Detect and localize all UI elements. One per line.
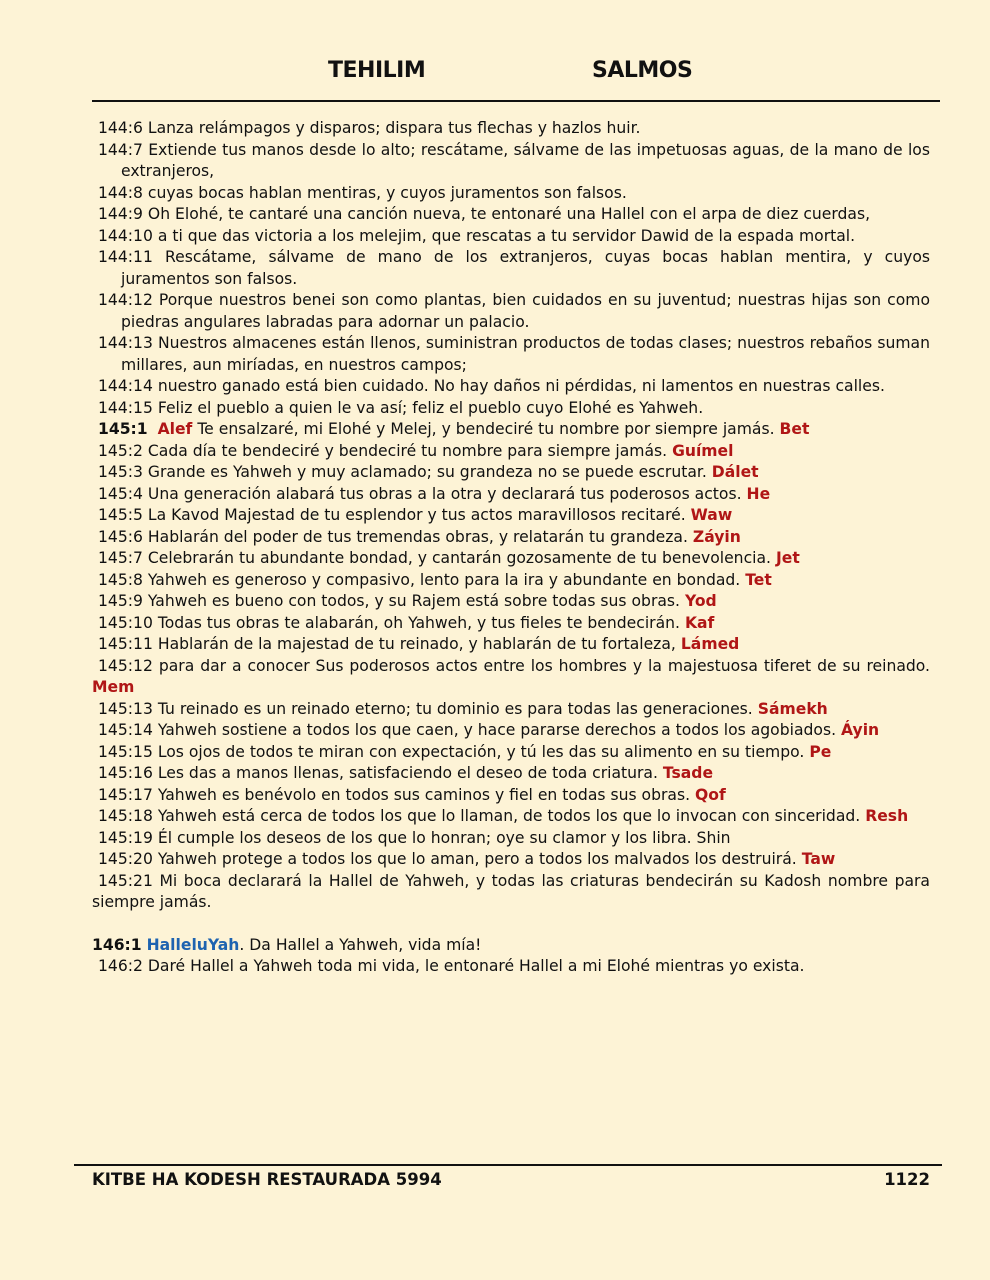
verse-text: Todas tus obras te alabarán, oh Yahweh, y tus fieles te bendecirán. [157,613,680,632]
verse-text: Feliz el pueblo a quien le va así; feliz el pueblo cuyo Elohé es Yahweh. [157,398,704,417]
page-header [92,58,940,88]
verse-text: . Da Hallel a Yahweh, vida mía! [239,935,482,954]
footer-edition-title: KITBE HA KODESH RESTAURADA 5994 [92,1170,442,1189]
acrostic-letter: He [746,484,771,503]
verse-ref: 146:1 [92,935,142,954]
verse-144-9 [92,204,930,226]
acrostic-letter: Tet [745,570,772,589]
verse-text: Rescátame, sálvame de mano de los extranjeros, cuyas bocas hablan mentira, y cuyos juramentos son falsos. [121,248,930,288]
page-footer [92,1170,930,1194]
verse-text: Hablarán de la majestad de tu reinado, y hablarán de tu fortaleza, [157,635,676,653]
verse-ref: 144:13 [98,334,153,352]
verse-145-14 [92,720,930,742]
verse-145-5 [92,505,930,527]
verse-text: Yahweh está cerca de todos los que lo llaman, de todos los que lo invocan con sinceridad. [157,807,861,825]
verse-text: Lanza relámpagos y disparos; dispara tus flechas y hazlos huir. [147,119,641,137]
verse-text: Él cumple los deseos de los que lo honran; oye su clamor y los libra. Shin [157,828,731,847]
verse-146-1 [92,935,930,957]
verse-text: Tu reinado es un reinado eterno; tu dominio es para todas las generaciones. [157,699,753,718]
header-rule [92,100,940,102]
verse-144-13 [92,333,930,376]
verse-145-10 [92,613,930,635]
verse-144-12 [92,290,930,333]
verse-ref: 144:14 [98,377,153,395]
verse-text: Yahweh sostiene a todos los que caen, y hace pararse derechos a todos los agobiados. [157,721,837,739]
section-spacer [92,914,930,935]
acrostic-letter: Bet [779,420,810,438]
header-book-title-hebrew: TEHILIM [328,58,426,83]
verse-ref: 144:12 [98,291,153,309]
verse-ref: 144:6 [98,119,143,137]
verse-ref: 145:16 [98,764,153,782]
verse-text: Mi boca declarará la Hallel de Yahweh, y todas las criaturas bendecirán su Kadosh nombre para siempre jamás. [92,871,930,911]
verse-ref: 145:13 [98,699,153,718]
acrostic-letter: Kaf [684,613,715,632]
acrostic-letter: Guímel [672,441,734,460]
verse-144-8 [92,183,930,205]
verse-ref: 145:21 [98,871,153,890]
verse-145-18 [92,806,930,828]
verse-145-1 [92,419,930,441]
verse-ref: 145:14 [98,721,153,739]
verse-ref: 145:17 [98,785,153,804]
acrostic-letter: Záyin [692,527,741,546]
verse-144-6 [92,118,930,140]
verse-145-16 [92,763,930,785]
verse-ref: 145:11 [98,635,153,653]
verse-145-19 [92,828,930,850]
verse-text: Te ensalzaré, mi Elohé y Melej, y bendeciré tu nombre por siempre jamás. [197,420,775,438]
verse-list [92,118,930,978]
verse-text: Los ojos de todos te miran con expectación, y tú les das su alimento en su tiempo. [157,742,805,761]
verse-text: Daré Hallel a Yahweh toda mi vida, le entonaré Hallel a mi Elohé mientras yo exista. [147,957,805,975]
verse-144-7 [92,140,930,183]
acrostic-letter: Lámed [680,635,740,653]
verse-text: Yahweh es benévolo en todos sus caminos y fiel en todas sus obras. [157,785,691,804]
halleluyah-heading: HalleluYah [146,935,240,954]
acrostic-letter: Qof [695,785,726,804]
verse-145-17 [92,785,930,807]
acrostic-letter: Sámekh [757,699,828,718]
verse-text: Les das a manos llenas, satisfaciendo el deseo de toda criatura. [157,764,658,782]
verse-ref: 145:19 [98,828,153,847]
verse-ref: 145:9 [98,592,143,610]
verse-text: Oh Elohé, te cantaré una canción nueva, te entonaré una Hallel con el arpa de diez cuerdas, [147,205,871,223]
verse-146-2 [92,956,930,978]
verse-144-14 [92,376,930,398]
verse-ref: 145:6 [98,527,143,546]
verse-ref: 145:5 [98,506,143,524]
verse-145-13 [92,699,930,721]
verse-text: para dar a conocer Sus poderosos actos entre los hombres y la majestuosa tiferet de su reinado. [158,656,930,675]
header-book-title-spanish: SALMOS [592,58,693,83]
page-number: 1122 [884,1170,930,1189]
verse-text: Porque nuestros benei son como plantas, bien cuidados en su juventud; nuestras hijas son como piedras angulares labradas para adornar un palacio. [121,291,930,331]
verse-text: La Kavod Majestad de tu esplendor y tus actos maravillosos recitaré. [147,506,686,524]
verse-145-2 [92,441,930,463]
verse-text: Yahweh es generoso y compasivo, lento para la ira y abundante en bondad. [147,570,741,589]
verse-ref: 144:9 [98,205,143,223]
verse-145-4 [92,484,930,506]
verse-text: Celebrarán tu abundante bondad, y cantarán gozosamente de tu benevolencia. [147,549,771,567]
verse-text: nuestro ganado está bien cuidado. No hay daños ni pérdidas, ni lamentos en nuestras calles. [157,377,885,395]
acrostic-letter: Waw [690,506,733,524]
verse-ref: 145:3 [98,463,143,481]
verse-ref: 144:11 [98,248,153,266]
verse-145-15 [92,742,930,764]
verse-text: Grande es Yahweh y muy aclamado; su grandeza no se puede escrutar. [147,463,707,481]
verse-text: Yahweh es bueno con todos, y su Rajem está sobre todas sus obras. [147,592,681,610]
verse-145-7 [92,548,930,570]
acrostic-letter: Tsade [662,764,714,782]
verse-ref: 145:8 [98,570,143,589]
footer-rule [74,1164,942,1166]
verse-145-12 [92,656,930,699]
verse-text: Una generación alabará tus obras a la otra y declarará tus poderosos actos. [147,484,742,503]
verse-text: Hablarán del poder de tus tremendas obras, y relatarán tu grandeza. [147,527,688,546]
verse-ref: 145:10 [98,613,153,632]
verse-145-9 [92,591,930,613]
verse-ref: 145:1 [98,420,148,438]
verse-144-15 [92,398,930,420]
verse-145-21 [92,871,930,914]
verse-ref: 144:10 [98,226,153,245]
verse-144-10 [92,226,930,248]
verse-144-11 [92,247,930,290]
verse-text: Cada día te bendeciré y bendeciré tu nombre para siempre jamás. [147,441,668,460]
verse-145-11 [92,634,930,656]
acrostic-letter: Taw [801,850,836,868]
verse-ref: 144:8 [98,183,143,202]
verse-ref: 145:4 [98,484,143,503]
acrostic-letter: Resh [865,807,909,825]
verse-ref: 145:2 [98,441,143,460]
verse-145-6 [92,527,930,549]
verse-ref: 145:20 [98,850,153,868]
acrostic-letter: Mem [92,678,135,696]
verse-ref: 144:7 [98,140,143,159]
verse-145-3 [92,462,930,484]
verse-ref: 145:18 [98,807,153,825]
acrostic-letter: Yod [684,592,717,610]
acrostic-letter: Dálet [711,463,759,481]
verse-text: cuyas bocas hablan mentiras, y cuyos juramentos son falsos. [147,183,627,202]
acrostic-letter: Alef [157,420,193,438]
verse-145-20 [92,849,930,871]
verse-145-8 [92,570,930,592]
verse-ref: 145:15 [98,742,153,761]
verse-text: Nuestros almacenes están llenos, suministran productos de todas clases; nuestros rebaños suman millares, aun miríadas, en nuestros campos; [121,334,930,374]
verse-text: Extiende tus manos desde lo alto; rescátame, sálvame de las impetuosas aguas, de la mano de los extranjeros, [121,140,930,180]
verse-ref: 144:15 [98,398,153,417]
acrostic-letter: Jet [775,549,800,567]
verse-ref: 145:7 [98,549,143,567]
acrostic-letter: Pe [809,742,832,761]
verse-ref: 146:2 [98,957,143,975]
verse-text: Yahweh protege a todos los que lo aman, pero a todos los malvados los destruirá. [157,850,797,868]
verse-text: a ti que das victoria a los melejim, que rescatas a tu servidor Dawid de la espada mortal. [157,226,856,245]
acrostic-letter: Áyin [841,721,880,739]
verse-ref: 145:12 [98,656,153,675]
